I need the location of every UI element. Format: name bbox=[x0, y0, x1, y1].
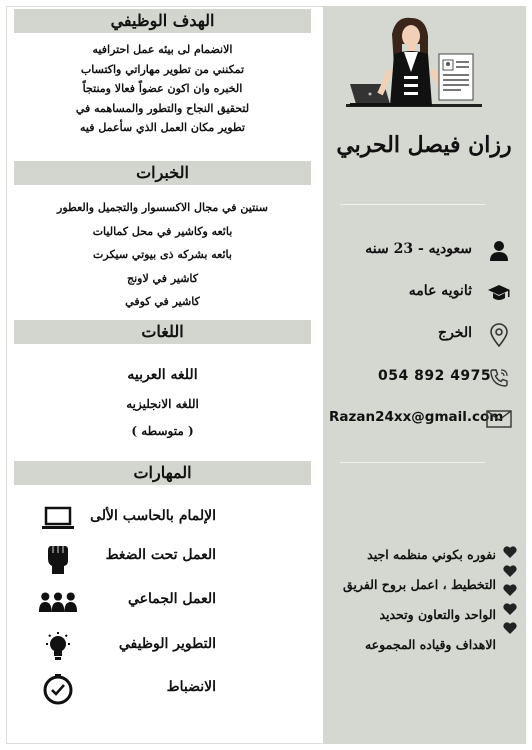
lightbulb-icon bbox=[38, 630, 78, 664]
experience-heading: الخبرات bbox=[14, 161, 311, 185]
location-pin-icon bbox=[486, 322, 512, 348]
objective-line: تمكنني من تطوير مهاراتي واكتساب bbox=[80, 62, 245, 76]
objective-heading: الهدف الوظيفي bbox=[14, 9, 311, 33]
summary-block bbox=[326, 540, 496, 660]
experience-item: كاشير في كوفي bbox=[125, 295, 200, 308]
skill-row-development bbox=[14, 630, 311, 664]
phone-text[interactable]: 054 892 4975 bbox=[378, 368, 492, 384]
languages-heading: اللغات bbox=[14, 320, 311, 344]
hearts-decoration bbox=[497, 544, 523, 639]
full-name: رزان فيصل الحربي bbox=[336, 132, 512, 158]
experience-item: كاشير في لاونج bbox=[126, 271, 199, 285]
info-education bbox=[326, 280, 522, 306]
fist-icon bbox=[38, 541, 78, 575]
laptop-icon bbox=[38, 502, 78, 536]
mail-icon bbox=[486, 406, 512, 432]
skill-row-pressure bbox=[14, 541, 311, 575]
skills-heading: المهارات bbox=[14, 461, 311, 485]
location-text: الخرج bbox=[438, 325, 472, 341]
summary-line: الاهداف وقياده المجموعه bbox=[364, 637, 496, 652]
objective-line: الانضمام لى بيئه عمل احترافيه bbox=[92, 43, 233, 56]
info-phone bbox=[326, 365, 522, 391]
objective-text bbox=[14, 40, 311, 138]
clock-check-icon bbox=[38, 673, 78, 707]
document-illustration bbox=[439, 54, 473, 100]
person-icon bbox=[486, 238, 512, 264]
skill-label: الإلمام بالحاسب الألى bbox=[90, 508, 216, 524]
graduation-cap-icon bbox=[486, 280, 512, 306]
objective-line: الخبره وان اكون عضواً فعالا ومنتجاً bbox=[82, 82, 243, 96]
education-text: ثانويه عامه bbox=[408, 283, 472, 299]
language-english: اللغه الانجليزيه bbox=[126, 397, 199, 411]
skill-label: العمل الجماعي bbox=[127, 591, 216, 607]
divider-top bbox=[340, 204, 485, 205]
email-text[interactable]: Razan24xx@gmail.com bbox=[329, 409, 504, 425]
language-arabic: اللغه العربيه bbox=[127, 367, 198, 383]
skill-label: التطوير الوظيفي bbox=[118, 636, 216, 652]
phone-icon bbox=[486, 365, 512, 391]
experience-item: سنتين في مجال الاكسسوار والتجميل والعطور bbox=[57, 201, 268, 214]
info-email bbox=[326, 406, 522, 432]
skill-row-computer bbox=[14, 502, 311, 536]
heart-icon bbox=[502, 544, 518, 560]
skill-label: الانضباط bbox=[166, 679, 216, 695]
language-english-level: ( متوسطه ) bbox=[131, 424, 194, 438]
woman-illustration bbox=[380, 18, 440, 106]
skill-row-teamwork bbox=[14, 585, 311, 619]
summary-line: نفوره بكوني منظمه اجيد bbox=[367, 547, 496, 562]
summary-line: التخطيط ، اعمل بروح الفريق bbox=[343, 577, 496, 592]
heart-icon bbox=[502, 582, 518, 598]
summary-line: الواحد والتعاون وتحديد bbox=[379, 607, 496, 622]
laptop-illustration bbox=[350, 84, 394, 106]
profile-illustration bbox=[344, 14, 484, 110]
divider-bottom bbox=[340, 462, 485, 463]
info-location bbox=[326, 322, 522, 348]
experience-list bbox=[14, 196, 311, 314]
experience-item: بائعه بشركه ذى بيوتي سيكرت bbox=[93, 248, 232, 261]
heart-icon bbox=[502, 620, 518, 636]
nationality-age-text: سعوديه - 23 سنه bbox=[365, 241, 472, 257]
heart-icon bbox=[502, 563, 518, 579]
skill-row-discipline bbox=[14, 673, 311, 707]
info-nationality-age bbox=[326, 238, 522, 264]
objective-line: تطوير مكان العمل الذي سأعمل فيه bbox=[80, 121, 245, 135]
objective-line: لتحقيق النجاح والتطور والمساهمه في bbox=[75, 101, 250, 115]
heart-icon bbox=[502, 601, 518, 617]
team-icon bbox=[38, 585, 78, 619]
skill-label: العمل تحت الضغط bbox=[105, 547, 216, 563]
experience-item: بائعه وكاشير في محل كماليات bbox=[92, 224, 233, 238]
